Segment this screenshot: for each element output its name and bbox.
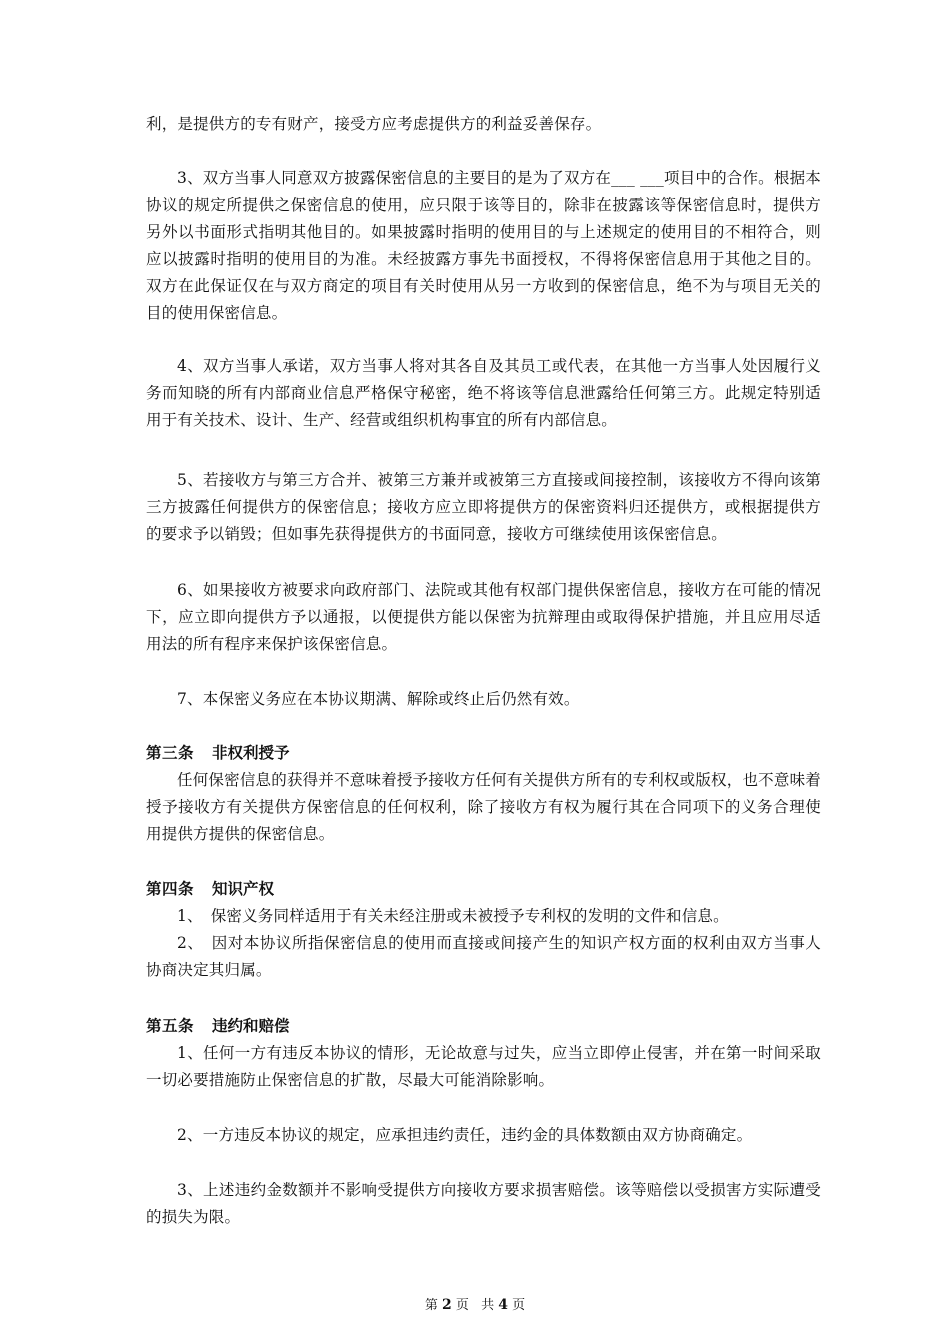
article-4-title: 知识产权 — [212, 880, 275, 898]
article-3-title: 非权利授予 — [212, 744, 290, 762]
article-4-item-1: 1、 保密义务同样适用于有关未经注册或未被授予专利权的发明的文件和信息。 — [177, 907, 729, 925]
footer-page-word: 页 — [455, 1298, 469, 1313]
article-5-item-3: 3、上述违约金数额并不影响受提供方向接收方要求损害赔偿。该等赔偿以受损害方实际遭受的损失为限。 — [146, 1181, 821, 1226]
article-3-body: 任何保密信息的获得并不意味着授予接收方任何有关提供方所有的专利权或版权，也不意味着授予接收方有关提供方保密信息的任何权利，除了接收方有权为履行其在合同项下的义务合理使用提供方提供的保密信息。 — [146, 771, 821, 843]
article-5-number: 第五条 — [146, 1017, 195, 1035]
footer-prefix: 第 — [424, 1298, 438, 1313]
article-3-heading — [146, 740, 290, 767]
page-footer — [0, 1296, 950, 1315]
paragraph-continued: 利，是提供方的专有财产，接受方应考虑提供方的利益妥善保存。 — [146, 115, 602, 133]
article-5-item-1: 1、任何一方有违反本协议的情形，无论故意与过失，应当立即停止侵害，并在第一时间采取一切必要措施防止保密信息的扩散，尽最大可能消除影响。 — [146, 1044, 821, 1089]
article-4-item-2: 2、 因对本协议所指保密信息的使用而直接或间接产生的知识产权方面的权利由双方当事人协商决定其归属。 — [146, 934, 821, 979]
paragraph-7: 7、本保密义务应在本协议期满、解除或终止后仍然有效。 — [177, 690, 580, 708]
article-5-item-2: 2、一方违反本协议的规定，应承担违约责任，违约金的具体数额由双方协商确定。 — [177, 1126, 753, 1144]
paragraph-5: 5、若接收方与第三方合并、被第三方兼并或被第三方直接或间接控制，该接收方不得向该第三方披露任何提供方的保密信息；接收方应立即将提供方的保密资料归还提供方，或根据提供方的要求予以销毁；但如事先获得提供方的书面同意，接收方可继续使用该保密信息。 — [146, 471, 821, 543]
paragraph-4: 4、双方当事人承诺，双方当事人将对其各自及其员工或代表，在其他一方当事人处因履行义务而知晓的所有内部商业信息严格保守秘密，绝不将该等信息泄露给任何第三方。此规定特别适用于有关技术、设计、生产、经营或组织机构事宜的所有内部信息。 — [146, 357, 821, 429]
article-3-number: 第三条 — [146, 744, 195, 762]
footer-total-suffix: 页 — [512, 1298, 526, 1313]
article-4-heading — [146, 876, 274, 903]
footer-current-page: 2 — [442, 1297, 452, 1313]
article-4-number: 第四条 — [146, 880, 195, 898]
paragraph-6: 6、如果接收方被要求向政府部门、法院或其他有权部门提供保密信息，接收方在可能的情况下，应立即向提供方予以通报，以便提供方能以保密为抗辩理由或取得保护措施，并且应用尽适用法的所有程序来保护该保密信息。 — [146, 581, 821, 653]
article-5-heading — [146, 1013, 290, 1040]
paragraph-3: 3、双方当事人同意双方披露保密信息的主要目的是为了双方在___ ___项目中的合作。根据本协议的规定所提供之保密信息的使用，应只限于该等目的，除非在披露该等保密信息时，提供方另外以书面形式指明其他目的。如果披露时指明的使用目的与上述规定的使用目的不相符合，则应以披露时指明的使用目的为准。未经披露方事先书面授权，不得将保密信息用于其他之目的。双方在此保证仅在与双方商定的项目有关时使用从另一方收到的保密信息，绝不为与项目无关的目的使用保密信息。 — [146, 169, 821, 322]
footer-total-pages: 4 — [498, 1297, 508, 1313]
article-5-title: 违约和赔偿 — [212, 1017, 290, 1035]
footer-total-prefix: 共 — [481, 1298, 495, 1313]
